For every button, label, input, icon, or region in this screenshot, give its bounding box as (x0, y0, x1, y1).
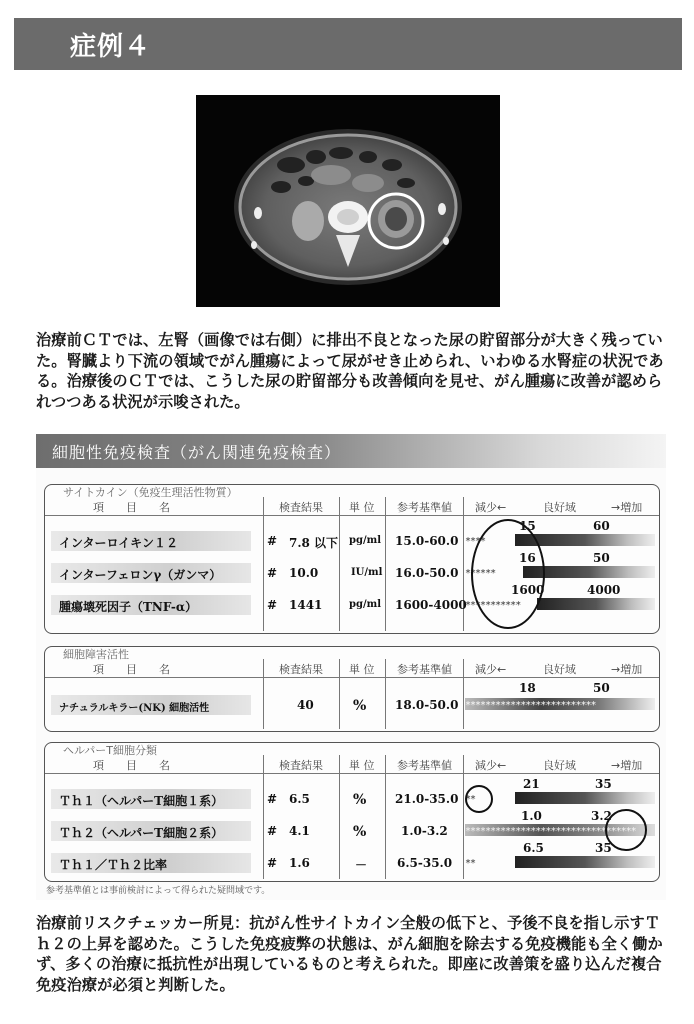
row-ref-nk: 18.0-50.0 (395, 698, 459, 712)
row-ref-ratio: 6.5-35.0 (397, 856, 453, 870)
col-divider (263, 497, 264, 631)
column-reference-header: 参考基準値 (397, 501, 452, 514)
row-stars-th2: ********************************** (465, 826, 636, 837)
row-result-ifn: 10.0 (289, 566, 319, 580)
helper-t-section (44, 742, 660, 882)
row-result-ratio: 1.6 (289, 856, 310, 870)
col-divider (263, 659, 264, 729)
row-stars-ifn: ****** (465, 568, 496, 579)
row-name-ratio: Ｔｈ１／Ｔｈ２比率 (59, 858, 168, 872)
row-unit-nk: % (353, 698, 367, 714)
row-stars-ratio: ** (465, 858, 476, 869)
case-header (14, 18, 682, 70)
col-divider (463, 659, 464, 729)
column-unit-header: 単 位 (349, 501, 375, 514)
risk-checker-findings-text: 治療前リスクチェッカー所見：抗がん性サイトカイン全般の低下と、予後不良を指し示すＴｈ２の上昇を認めた。こうした免疫疲弊の状態は、がん細胞を除去する免疫機能も全く働かず、多くの治療に抵抗性が出現しているものと考えられた。即座に改善策を盛り込んだ複合免疫治療が必須と判断した。 (36, 914, 663, 994)
scale-high-label: →増加 (611, 663, 643, 676)
range-high-ratio: 35 (595, 841, 612, 855)
row-stars-il12: **** (465, 536, 486, 547)
range-low-il12: 15 (519, 519, 536, 533)
range-low-th2: 1.0 (521, 809, 542, 823)
column-item-header: 項 目 名 (93, 759, 170, 772)
range-bar-ratio (515, 856, 655, 868)
cytokine-section-title: サイトカイン（免疫生理活性物質） (63, 486, 238, 499)
abnormal-mark: # (267, 598, 278, 612)
header-divider (45, 773, 659, 774)
range-low-nk: 18 (519, 681, 536, 695)
helper-t-section-title: ヘルパーT細胞分類 (63, 744, 157, 757)
row-name-ifn: インターフェロンγ（ガンマ） (59, 568, 222, 582)
column-result-header: 検査結果 (279, 663, 323, 676)
abnormal-mark: # (267, 534, 278, 548)
header-divider (45, 515, 659, 516)
ct-scan-illustration (196, 95, 500, 307)
row-stars-nk: ************************** (465, 700, 596, 711)
row-stars-th1: ** (465, 794, 476, 805)
row-ref-th1: 21.0-35.0 (395, 792, 459, 806)
col-divider (385, 497, 386, 631)
col-divider (339, 755, 340, 879)
annotation-circle (471, 519, 545, 629)
column-reference-header: 参考基準値 (397, 759, 452, 772)
range-high-il12: 60 (593, 519, 610, 533)
case-title: 症例４ (70, 32, 152, 62)
ct-scan-image (196, 95, 500, 307)
header-divider (45, 677, 659, 678)
col-divider (463, 755, 464, 879)
col-divider (339, 497, 340, 631)
scale-high-label: →増加 (611, 501, 643, 514)
row-ref-th2: 1.0-3.2 (401, 824, 448, 838)
row-ref-tnf: 1600-4000 (395, 598, 467, 612)
scale-good-label: 良好域 (543, 663, 576, 676)
abnormal-mark: # (267, 566, 278, 580)
row-name-th1: Ｔｈ１（ヘルパーT細胞１系） (59, 794, 224, 808)
column-unit-header: 単 位 (349, 663, 375, 676)
column-item-header: 項 目 名 (93, 501, 170, 514)
range-high-tnf: 4000 (587, 583, 621, 597)
range-low-tnf: 1600 (511, 583, 545, 597)
immunity-report (36, 434, 666, 900)
row-name-nk: ナチュラルキラー(NK) 細胞活性 (59, 703, 210, 714)
column-item-header: 項 目 名 (93, 663, 170, 676)
range-bar-tnf (537, 598, 655, 610)
row-result-th2: 4.1 (289, 824, 310, 838)
scale-high-label: →増加 (611, 759, 643, 772)
column-result-header: 検査結果 (279, 501, 323, 514)
annotation-circle (465, 785, 493, 813)
row-result-th1: 6.5 (289, 792, 310, 806)
column-result-header: 検査結果 (279, 759, 323, 772)
report-banner-title: 細胞性免疫検査（がん関連免疫検査） (52, 443, 342, 462)
range-high-th2: 3.2 (591, 809, 612, 823)
range-low-th1: 21 (523, 777, 540, 791)
scale-low-label: 減少← (475, 501, 507, 514)
row-ref-il12: 15.0-60.0 (395, 534, 459, 548)
row-unit-tnf: pg/ml (349, 599, 382, 610)
report-banner (36, 434, 666, 468)
row-unit-il12: pg/ml (349, 535, 382, 546)
row-unit-ratio: － (355, 858, 368, 872)
cytokine-section (44, 484, 660, 634)
row-stars-tnf: *********** (465, 600, 521, 611)
row-result-tnf: 1441 (289, 598, 323, 612)
row-unit-ifn: IU/ml (351, 567, 383, 578)
range-bar-th1 (515, 792, 655, 804)
range-low-ifn: 16 (519, 551, 536, 565)
col-divider (385, 659, 386, 729)
range-low-ratio: 6.5 (523, 841, 544, 855)
report-footnote: 参考基準値とは事前検討によって得られた疑問域です。 (46, 886, 271, 896)
range-high-th1: 35 (595, 777, 612, 791)
cytotoxic-section (44, 646, 660, 732)
column-unit-header: 単 位 (349, 759, 375, 772)
col-divider (263, 755, 264, 879)
scale-good-label: 良好域 (543, 501, 576, 514)
row-name-il12: インターロイキン１２ (59, 536, 179, 550)
row-ref-ifn: 16.0-50.0 (395, 566, 459, 580)
row-result-nk: 40 (297, 698, 314, 712)
scale-low-label: 減少← (475, 759, 507, 772)
ct-findings-text: 治療前ＣＴでは、左腎（画像では右側）に排出不良となった尿の貯留部分が大きく残っていた。腎臓より下流の領域でがん腫瘍によって尿がせき止められ、いわゆる水腎症の状況である。治療後のＣＴでは、こうした尿の貯留部分も改善傾向を見せ、がん腫瘍に改善が認められつつある状況が示唆された。 (36, 331, 664, 411)
scale-good-label: 良好域 (543, 759, 576, 772)
range-high-nk: 50 (593, 681, 610, 695)
row-unit-th1: % (353, 792, 367, 808)
col-divider (339, 659, 340, 729)
row-result-il12: 7.8 以下 (289, 536, 339, 550)
row-unit-th2: % (353, 824, 367, 840)
abnormal-mark: # (267, 824, 278, 838)
row-name-tnf: 腫瘍壊死因子（TNF-α） (59, 600, 198, 614)
range-high-ifn: 50 (593, 551, 610, 565)
col-divider (385, 755, 386, 879)
abnormal-mark: # (267, 856, 278, 870)
row-name-th2: Ｔｈ２（ヘルパーT細胞２系） (59, 826, 224, 840)
cytotoxic-section-title: 細胞障害活性 (63, 648, 129, 661)
abnormal-mark: # (267, 792, 278, 806)
scale-low-label: 減少← (475, 663, 507, 676)
column-reference-header: 参考基準値 (397, 663, 452, 676)
